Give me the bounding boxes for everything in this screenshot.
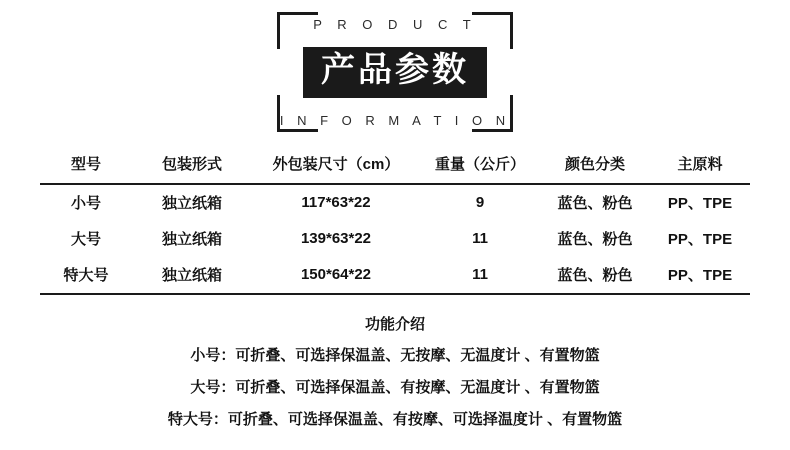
column-header-colors: 颜色分类 <box>540 146 650 184</box>
header-eyebrow: P R O D U C T <box>313 17 477 32</box>
specification-table <box>40 146 750 295</box>
cell-size: 139*63*22 <box>300 230 372 247</box>
column-header-packaging: 包装形式 <box>132 146 252 184</box>
table-row <box>40 184 750 221</box>
corner-bracket-top-left-icon <box>277 12 318 49</box>
cell-colors: 蓝色、粉色 <box>540 257 650 294</box>
cell-size: 150*64*22 <box>252 257 420 294</box>
function-value: 可折叠、可选择保温盖、有按摩、无温度计 、有置物篮 <box>235 379 600 396</box>
function-value: 可折叠、可选择保温盖、有按摩、可选择温度计 、有置物篮 <box>227 411 623 428</box>
function-label: 特大号： <box>167 411 228 428</box>
cell-packaging: 独立纸箱 <box>132 257 252 294</box>
function-row-extra-large <box>0 408 790 429</box>
cell-colors: 蓝色、粉色 <box>557 231 633 248</box>
table-row <box>40 221 750 257</box>
header-subeyebrow: I N F O R M A T I O N <box>279 113 511 128</box>
corner-bracket-bottom-right-icon <box>472 95 513 132</box>
cell-size: 117*63*22 <box>301 194 371 211</box>
table-header-row <box>40 146 750 184</box>
cell-material: PP、TPE <box>667 231 733 248</box>
cell-material: PP、TPE <box>667 195 733 212</box>
cell-packaging: 独立纸箱 <box>161 231 222 248</box>
cell-weight: 11 <box>472 230 488 247</box>
corner-bracket-top-right-icon <box>472 12 513 49</box>
functions-title: 功能介绍 <box>364 316 425 333</box>
function-label: 小号： <box>190 347 236 364</box>
cell-colors: 蓝色、粉色 <box>557 195 633 212</box>
corner-bracket-bottom-left-icon <box>277 95 318 132</box>
page-header <box>0 0 790 140</box>
function-label: 大号： <box>190 379 236 396</box>
table-body <box>40 184 750 294</box>
column-header-model: 型号 <box>40 146 132 184</box>
column-header-size: 外包装尺寸（cm） <box>252 146 420 184</box>
cell-model: 特大号 <box>40 257 132 294</box>
table-row <box>40 257 750 294</box>
cell-model: 小号 <box>70 195 101 212</box>
cell-model: 大号 <box>70 231 101 248</box>
column-header-material: 主原料 <box>650 146 750 184</box>
header-frame <box>277 12 513 132</box>
cell-material: PP、TPE <box>650 257 750 294</box>
page-title: 产品参数 <box>303 47 487 98</box>
cell-weight: 11 <box>420 257 540 294</box>
cell-packaging: 独立纸箱 <box>161 195 222 212</box>
functions-list <box>0 344 790 429</box>
function-row-large <box>0 376 790 397</box>
function-row-small <box>0 344 790 365</box>
table-header <box>40 146 750 184</box>
cell-weight: 9 <box>475 194 485 211</box>
column-header-weight: 重量（公斤） <box>420 146 540 184</box>
function-value: 可折叠、可选择保温盖、无按摩、无温度计 、有置物篮 <box>235 347 600 364</box>
